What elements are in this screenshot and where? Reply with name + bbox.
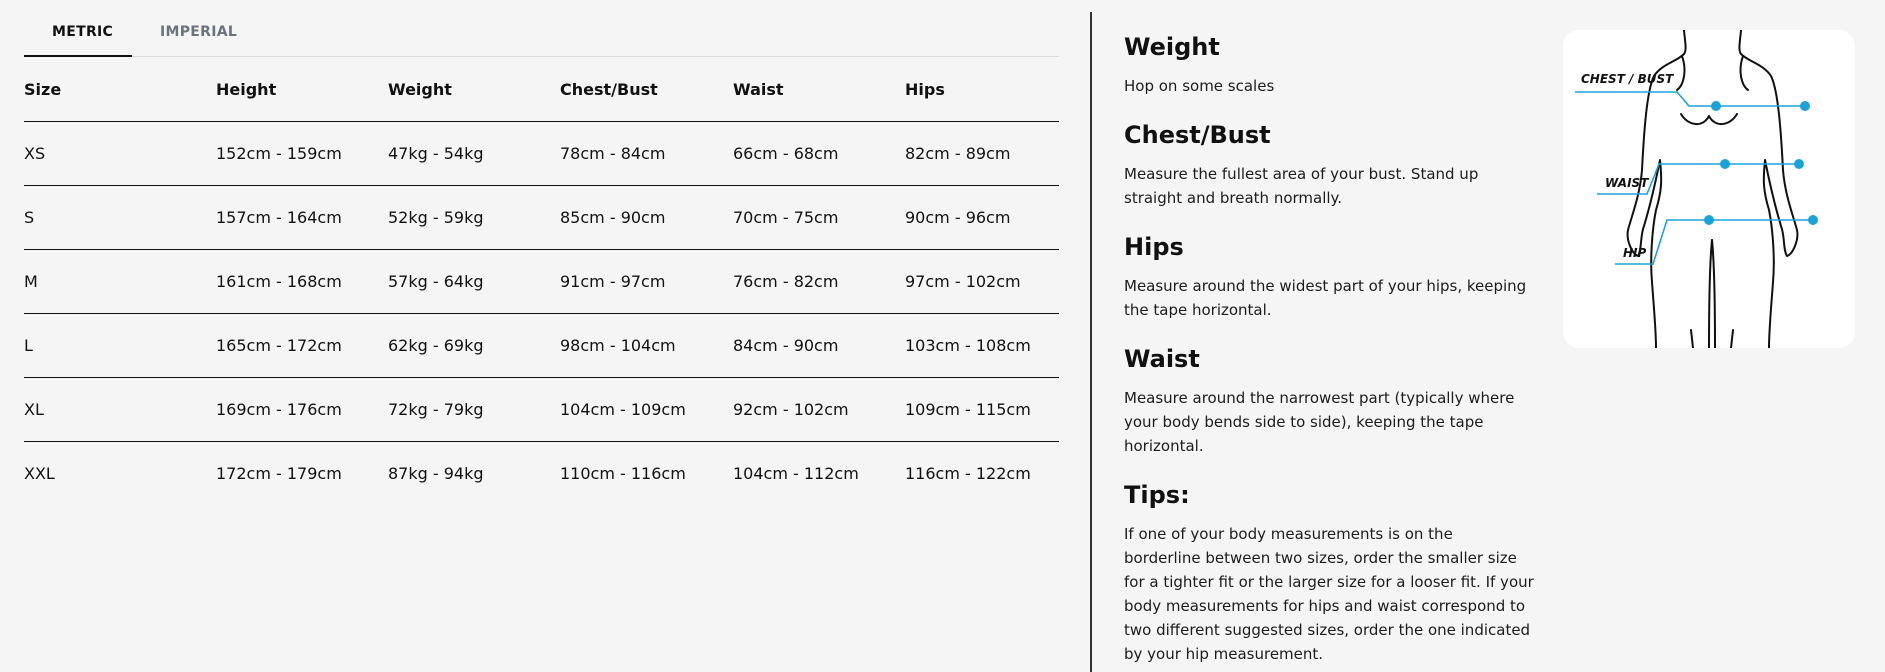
- cell-height: 161cm - 168cm: [216, 272, 342, 291]
- size-table: [24, 57, 1059, 506]
- guide-hips: [1124, 232, 1534, 322]
- guide-waist: [1124, 344, 1534, 458]
- cell-hips: 116cm - 122cm: [905, 464, 1031, 484]
- cell-chest: 85cm - 90cm: [560, 208, 666, 227]
- header-size: Size: [24, 79, 62, 99]
- table-row: [24, 250, 1059, 314]
- cell-hips: 82cm - 89cm: [905, 144, 1011, 163]
- cell-chest: 78cm - 84cm: [560, 144, 666, 163]
- cell-height: 152cm - 159cm: [216, 144, 342, 163]
- guide-waist-text: Measure around the narrowest part (typically where your body bends side to side), keeping the tape horizontal.: [1124, 389, 1515, 455]
- cell-height: 157cm - 164cm: [216, 208, 342, 227]
- guide-chest-text: Measure the fullest area of your bust. Stand up straight and breath normally.: [1124, 165, 1479, 207]
- cell-size: XS: [24, 144, 46, 163]
- guide-chest: [1124, 120, 1534, 210]
- cell-hips: 90cm - 96cm: [905, 208, 1011, 227]
- guide-weight-text: Hop on some scales: [1124, 77, 1275, 95]
- cell-weight: 62kg - 69kg: [388, 336, 484, 355]
- guide-hips-text: Measure around the widest part of your hips, keeping the tape horizontal.: [1124, 277, 1527, 319]
- cell-height: 169cm - 176cm: [216, 400, 342, 419]
- guide-weight-title: Weight: [1124, 33, 1220, 61]
- tab-metric[interactable]: METRIC: [52, 24, 114, 40]
- cell-hips: 103cm - 108cm: [905, 336, 1031, 355]
- guide-tips-title: Tips:: [1124, 481, 1190, 509]
- table-row: [24, 122, 1059, 186]
- cell-hips: 109cm - 115cm: [905, 400, 1031, 419]
- label-hip: HIP: [1623, 246, 1647, 260]
- cell-weight: 57kg - 64kg: [388, 272, 484, 291]
- measurement-points: [1704, 101, 1818, 225]
- cell-waist: 66cm - 68cm: [733, 144, 839, 163]
- guide-tips-text: If one of your body measurements is on the borderline between two sizes, order the smaller size for a tighter fit or the larger size for a looser fit. If your body measurements for hips and waist correspond to two different suggested sizes, order the one indicated by your hip measurement.: [1124, 525, 1534, 663]
- cell-waist: 104cm - 112cm: [733, 464, 859, 484]
- guide-tips: [1124, 480, 1534, 666]
- cell-waist: 84cm - 90cm: [733, 336, 839, 355]
- table-row: [24, 378, 1059, 442]
- table-row: [24, 186, 1059, 250]
- cell-waist: 76cm - 82cm: [733, 272, 839, 291]
- cell-weight: 72kg - 79kg: [388, 400, 484, 419]
- body-measurement-diagram: [1563, 30, 1855, 348]
- label-waist: WAIST: [1605, 176, 1649, 190]
- cell-chest: 110cm - 116cm: [560, 464, 686, 484]
- cell-size: S: [24, 208, 35, 227]
- cell-size: XXL: [24, 464, 55, 484]
- header-hips: Hips: [905, 79, 945, 99]
- cell-height: 165cm - 172cm: [216, 336, 342, 355]
- header-waist: Waist: [733, 79, 784, 99]
- cell-waist: 70cm - 75cm: [733, 208, 839, 227]
- cell-weight: 47kg - 54kg: [388, 144, 484, 163]
- cell-waist: 92cm - 102cm: [733, 400, 849, 419]
- cell-weight: 87kg - 94kg: [388, 464, 484, 484]
- cell-size: L: [24, 336, 33, 355]
- panel-divider: [1090, 12, 1092, 672]
- guide-chest-title: Chest/Bust: [1124, 121, 1271, 149]
- size-chart-panel: [24, 0, 1059, 506]
- header-chest-bust: Chest/Bust: [560, 79, 658, 99]
- label-chest-bust: CHEST / BUST: [1581, 72, 1674, 86]
- cell-size: XL: [24, 400, 44, 419]
- cell-height: 172cm - 179cm: [216, 464, 342, 484]
- cell-weight: 52kg - 59kg: [388, 208, 484, 227]
- header-weight: Weight: [388, 79, 452, 99]
- table-header-row: [24, 57, 1059, 122]
- cell-chest: 91cm - 97cm: [560, 272, 666, 291]
- guide-waist-title: Waist: [1124, 345, 1200, 373]
- guide-weight: [1124, 32, 1534, 98]
- cell-chest: 104cm - 109cm: [560, 400, 686, 419]
- cell-chest: 98cm - 104cm: [560, 336, 676, 355]
- header-height: Height: [216, 79, 277, 99]
- guide-hips-title: Hips: [1124, 233, 1184, 261]
- tab-imperial[interactable]: IMPERIAL: [160, 24, 238, 40]
- table-row: [24, 314, 1059, 378]
- active-tab-indicator: [24, 55, 132, 57]
- unit-tabs: [24, 0, 1059, 57]
- table-row: [24, 442, 1059, 506]
- cell-size: M: [24, 272, 38, 291]
- cell-hips: 97cm - 102cm: [905, 272, 1021, 291]
